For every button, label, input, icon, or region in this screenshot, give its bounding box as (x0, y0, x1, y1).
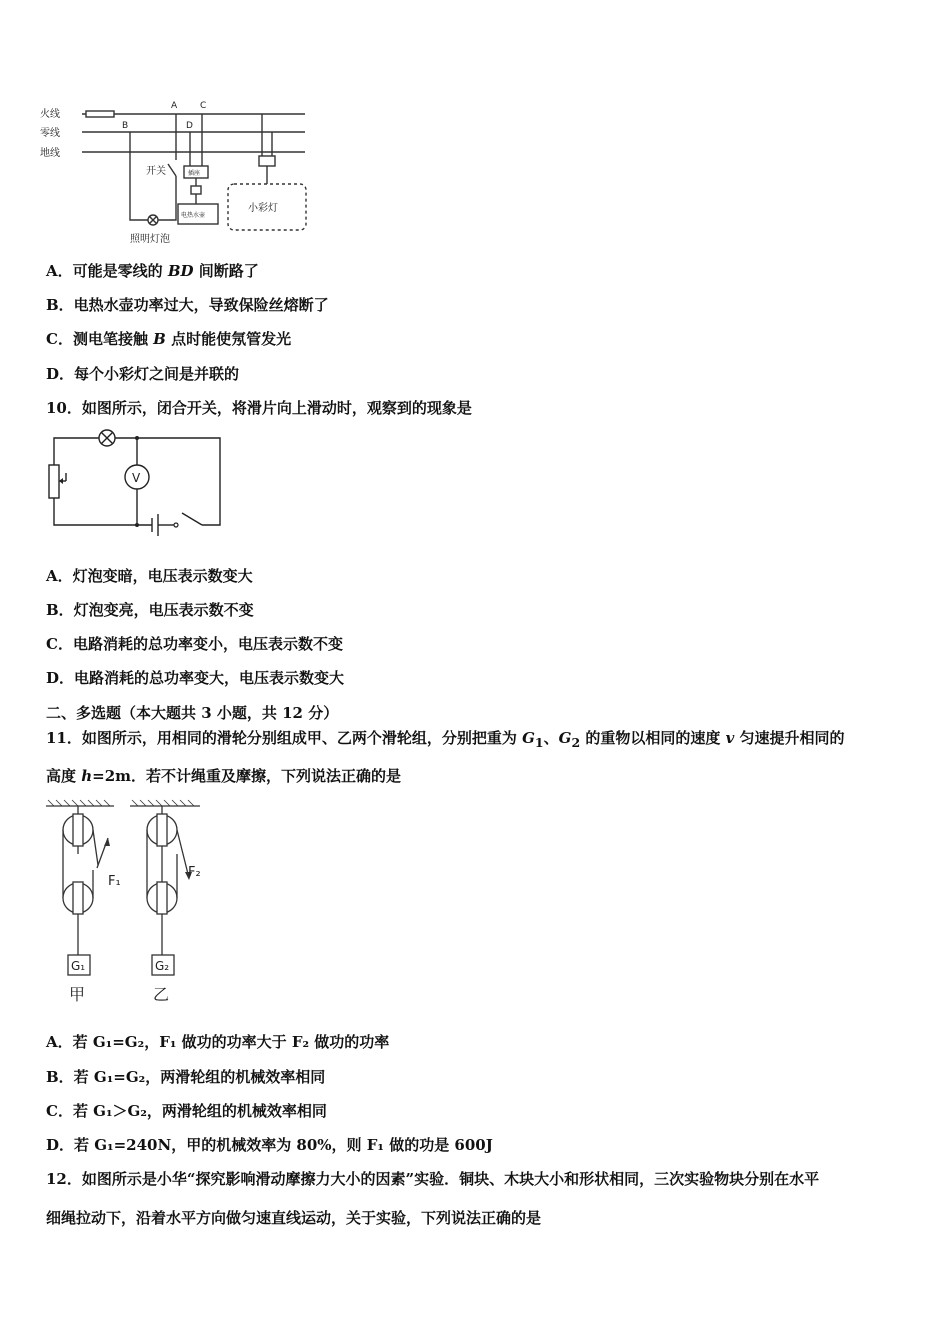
q11-stem-line2: 高度 h=2m．若不计绳重及摩擦，下列说法正确的是 (46, 767, 402, 785)
q11-option-c: C．若 G₁＞G₂，两滑轮组的机械效率相同 (46, 1102, 327, 1120)
q11-option-a: A．若 G₁=G₂，F₁ 做功的功率大于 F₂ 做功的功率 (46, 1033, 390, 1051)
force-f2-label: F₂ (188, 865, 201, 880)
q10-stem: 10．如图所示，闭合开关，将滑片向上滑动时，观察到的现象是 (46, 399, 472, 417)
q10-option-b: B．灯泡变亮，电压表示数不变 (46, 601, 254, 619)
system-jia-label: 甲 (69, 985, 86, 1004)
force-f1-label: F₁ (108, 874, 121, 889)
point-d-label: D (186, 121, 193, 131)
system-yi-label: 乙 (153, 985, 170, 1004)
rheostat-circuit-diagram (42, 428, 242, 538)
point-c-label: C (200, 101, 207, 111)
socket-label: 插座 (188, 170, 201, 177)
bulb-label: 照明灯泡 (130, 234, 170, 245)
q11-stem-line1: 11．如图所示，用相同的滑轮分别组成甲、乙两个滑轮组，分别把重为 $G_1$、$G_2$ 的重物以相同的速度 v 匀速提升相同的 (46, 729, 845, 750)
q10-option-c: C．电路消耗的总功率变小，电压表示数不变 (46, 635, 343, 653)
small-lights-label: 小彩灯 (248, 203, 278, 214)
pulley-systems-diagram (42, 800, 222, 1015)
ground-wire-label: 地线 (40, 148, 60, 159)
weight-g1-label: G₁ (71, 959, 86, 973)
live-wire-label: 火线 (40, 109, 60, 120)
q11-option-d: D．若 G₁=240N，甲的机械效率为 80%，则 F₁ 做的功是 600J (46, 1136, 493, 1154)
q12-stem-line1: 12．如图所示是小华“探究影响滑动摩擦力大小的因素”实验．铜块、木块大小和形状相同，三次实验物块分别在水平 (46, 1170, 820, 1188)
q12-stem-line2: 细绳拉动下，沿着水平方向做匀速直线运动，关于实验，下列说法正确的是 (46, 1209, 542, 1227)
household-circuit-diagram (40, 98, 340, 248)
neutral-wire-label: 零线 (40, 128, 60, 139)
point-b-label: B (122, 121, 129, 131)
q9-option-d: D．每个小彩灯之间是并联的 (46, 365, 240, 383)
q9-option-a: A．可能是零线的 BD 间断路了 (46, 262, 259, 280)
q10-option-d: D．电路消耗的总功率变大，电压表示数变大 (46, 669, 345, 687)
kettle-label: 电热水壶 (181, 212, 206, 219)
switch-label: 开关 (146, 166, 166, 177)
q10-option-a: A．灯泡变暗，电压表示数变大 (46, 567, 253, 585)
weight-g2-label: G₂ (155, 959, 170, 973)
q11-option-b: B．若 G₁=G₂，两滑轮组的机械效率相同 (46, 1068, 326, 1086)
voltmeter-label: V (132, 471, 141, 485)
section-heading: 二、多选题（本大题共 3 小题，共 12 分） (46, 704, 339, 722)
q9-option-b: B．电热水壶功率过大，导致保险丝熔断了 (46, 296, 329, 314)
point-a-label: A (171, 101, 178, 111)
q9-option-c: C．测电笔接触 B 点时能使氖管发光 (46, 330, 292, 348)
